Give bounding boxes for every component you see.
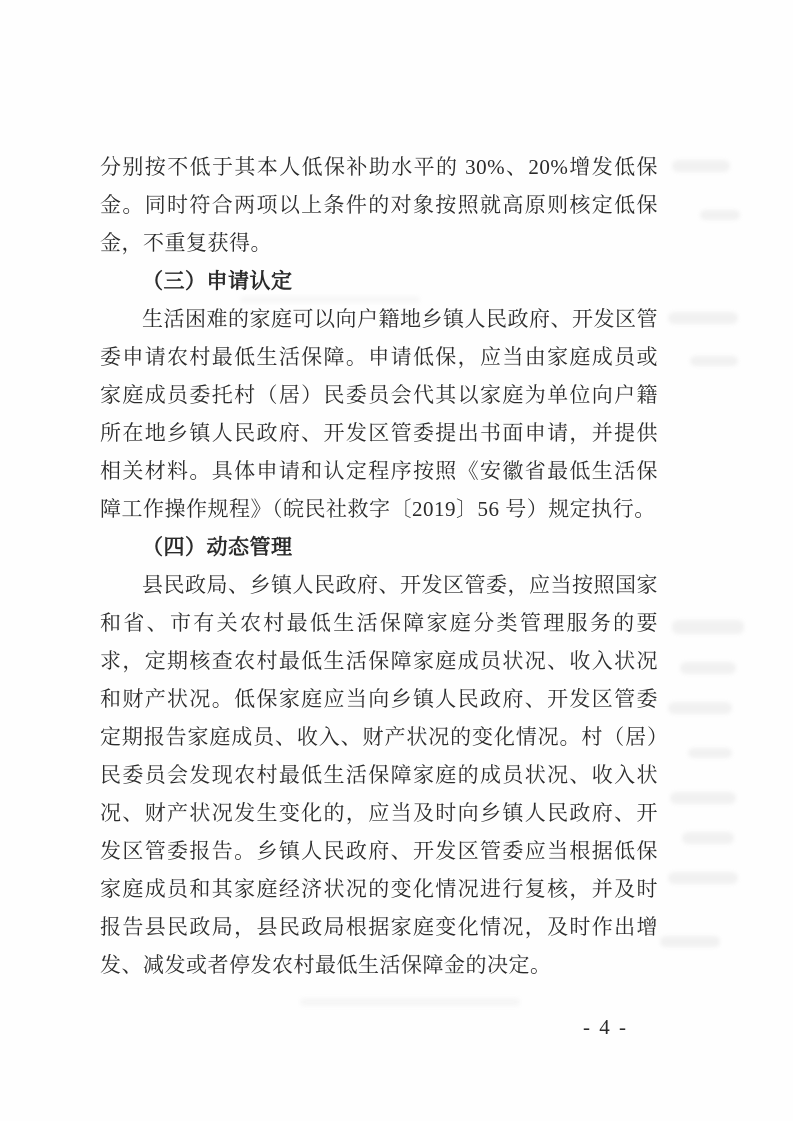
scan-artifact [688,748,732,758]
paragraph-continuation: 分别按不低于其本人低保补助水平的 30%、20%增发低保金。同时符合两项以上条件的对象按照就高原则核定低保金，不重复获得。 [100,155,658,255]
paragraph-dynamic-management: 县民政局、乡镇人民政府、开发区管委，应当按照国家和省、市有关农村最低生活保障家庭分类管理服务的要求，定期核查农村最低生活保障家庭成员状况、收入状况和财产状况。低保家庭应当向乡镇人民政府、开发区管委定期报告家庭成员、收入、财产状况的变化情况。村（居）民委员会发现农村最低生活保障家庭的成员状况、收入状况、财产状况发生变化的，应当及时向乡镇人民政府、开发区管委报告。乡镇人民政府、开发区管委应当根据低保家庭成员和其家庭经济状况的变化情况进行复核，并及时报告县民政局，县民政局根据家庭变化情况，及时作出增发、减发或者停发农村最低生活保障金的决定。 [100,573,658,977]
scan-artifact [700,210,740,220]
scan-artifact [660,936,720,947]
page-number: - 4 - [583,1015,628,1039]
scan-artifact [670,792,736,804]
document-body [100,148,658,984]
scan-artifact [668,312,738,324]
scan-artifact [680,662,736,674]
paragraph-application-process: 生活困难的家庭可以向户籍地乡镇人民政府、开发区管委申请农村最低生活保障。申请低保，应当由家庭成员或家庭成员委托村（居）民委员会代其以家庭为单位向户籍所在地乡镇人民政府、开发区管委提出书面申请，并提供相关材料。具体申请和认定程序按照《安徽省最低生活保障工作操作规程》（皖民社救字〔2019〕56 号）规定执行。 [100,307,658,521]
scan-artifact [668,702,732,714]
scan-artifact [300,998,520,1006]
section-heading-application: （三）申请认定 [142,269,293,293]
scan-artifact [690,356,738,366]
scan-artifact [682,832,734,844]
scan-artifact [668,872,738,884]
scan-artifact [672,160,730,172]
section-heading-dynamic-management: （四）动态管理 [142,535,293,559]
scan-artifact [672,620,744,634]
